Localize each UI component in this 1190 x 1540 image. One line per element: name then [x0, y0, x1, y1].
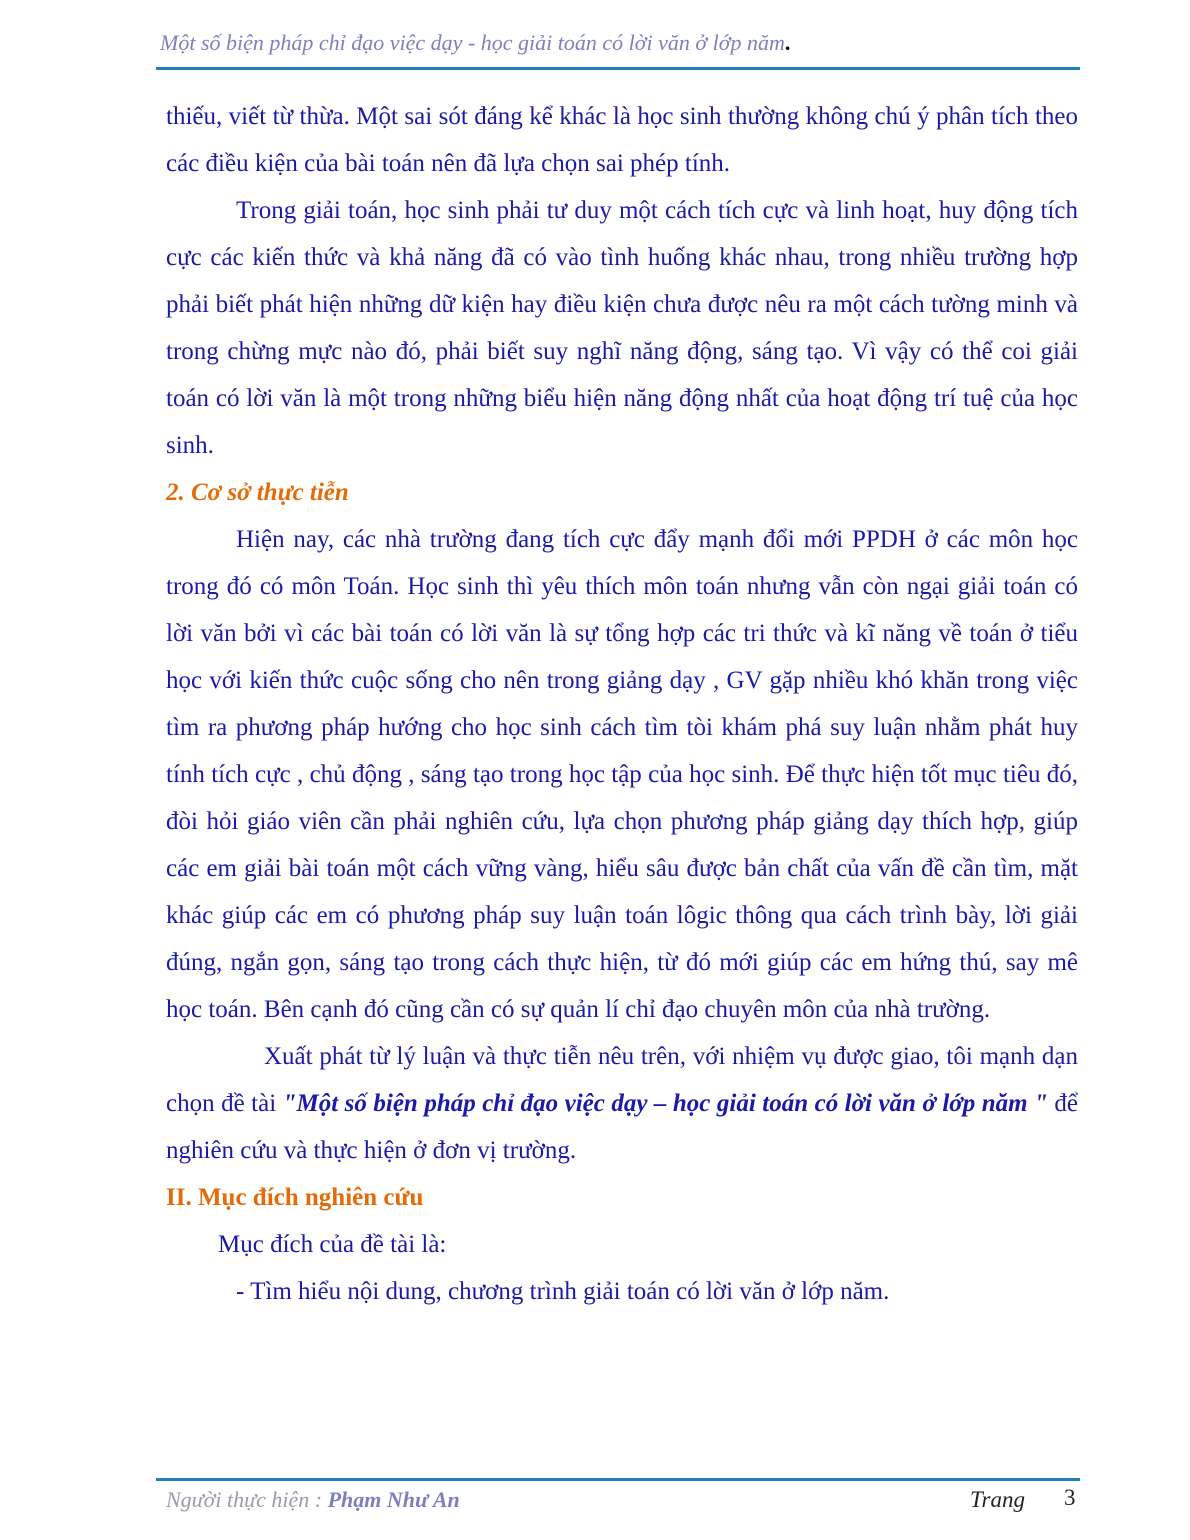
page-number: 3 — [1064, 1485, 1076, 1510]
topic-title: "Một số biện pháp chỉ đạo việc dạy – học giải toán có lời văn ở lớp năm " — [282, 1090, 1048, 1117]
paragraph-4 — [166, 1033, 1078, 1174]
footer-divider — [156, 1478, 1080, 1481]
bullet-item: - Tìm hiểu nội dung, chương trình giải toán có lời văn ở lớp năm. — [236, 1278, 890, 1305]
section-heading-practical-basis: 2. Cơ sở thực tiễn — [166, 479, 349, 506]
paragraph-3: Hiện nay, các nhà trường đang tích cực đẩy mạnh đổi mới PPDH ở các môn học trong đó có môn Toán. Học sinh thì yêu thích môn toán nhưng vẫn còn ngại giải toán có lời văn bởi vì các bài toán có lời văn là sự tổng hợp các tri thức và kĩ năng về toán ở tiểu học với kiến thức cuộc sống cho nên trong giảng dạy , GV gặp nhiều khó khăn trong việc tìm ra phương pháp hướng cho học sinh cách tìm tòi khám phá suy luận nhằm phát huy tính tích cực , chủ động , sáng tạo trong học tập của học sinh. Để thực hiện tốt mục tiêu đó, đòi hỏi giáo viên cần phải nghiên cứu, lựa chọn phương pháp giảng dạy thích hợp, giúp các em giải bài toán một cách vững vàng, hiểu sâu được bản chất của vấn đề cần tìm, mặt khác giúp các em có phương pháp suy luận toán lôgic thông qua cách trình bày, lời giải đúng, ngắn gọn, sáng tạo trong cách thực hiện, từ đó mới giúp các em hứng thú, say mê học toán. Bên cạnh đó cũng cần có sự quản lí chỉ đạo chuyên môn của nhà trường. — [166, 526, 1078, 1023]
header-title: Một số biện pháp chỉ đạo việc dạy - học giải toán có lời văn ở lớp năm — [160, 30, 785, 55]
paragraph-4-end: để nghiên cứu và thực hiện ở đơn vị trường. — [166, 1090, 1078, 1164]
document-body — [166, 93, 1078, 1315]
paragraph-2: Trong giải toán, học sinh phải tư duy một cách tích cực và linh hoạt, huy động tích cực các kiến thức và khả năng đã có vào tình huống khác nhau, trong nhiều trường hợp phải biết phát hiện những dữ kiện hay điều kiện chưa được nêu ra một cách tường minh và trong chừng mực nào đó, phải biết suy nghĩ năng động, sáng tạo. Vì vậy có thể coi giải toán có lời văn là một trong những biểu hiện năng động nhất của hoạt động trí tuệ của học sinh. — [166, 197, 1078, 459]
footer-author — [166, 1487, 460, 1513]
page-label: Trang — [970, 1487, 1025, 1512]
header-divider — [156, 67, 1080, 70]
author-label: Người thực hiện : — [166, 1487, 328, 1512]
paragraph-4-start: Xuất phát từ lý luận và thực tiễn nêu trên, với nhiệm vụ được giao, tôi mạnh dạn chọn đề tài — [166, 1043, 1078, 1117]
page-header — [160, 30, 1078, 56]
section-heading-research-purpose: II. Mục đích nghiên cứu — [166, 1184, 424, 1211]
paragraph-1: thiếu, viết từ thừa. Một sai sót đáng kể khác là học sinh thường không chú ý phân tích theo các điều kiện của bài toán nên đã lựa chọn sai phép tính. — [166, 103, 1078, 177]
paragraph-5: Mục đích của đề tài là: — [218, 1231, 447, 1258]
header-title-end: . — [784, 30, 791, 55]
author-name: Phạm Như An — [327, 1487, 460, 1512]
